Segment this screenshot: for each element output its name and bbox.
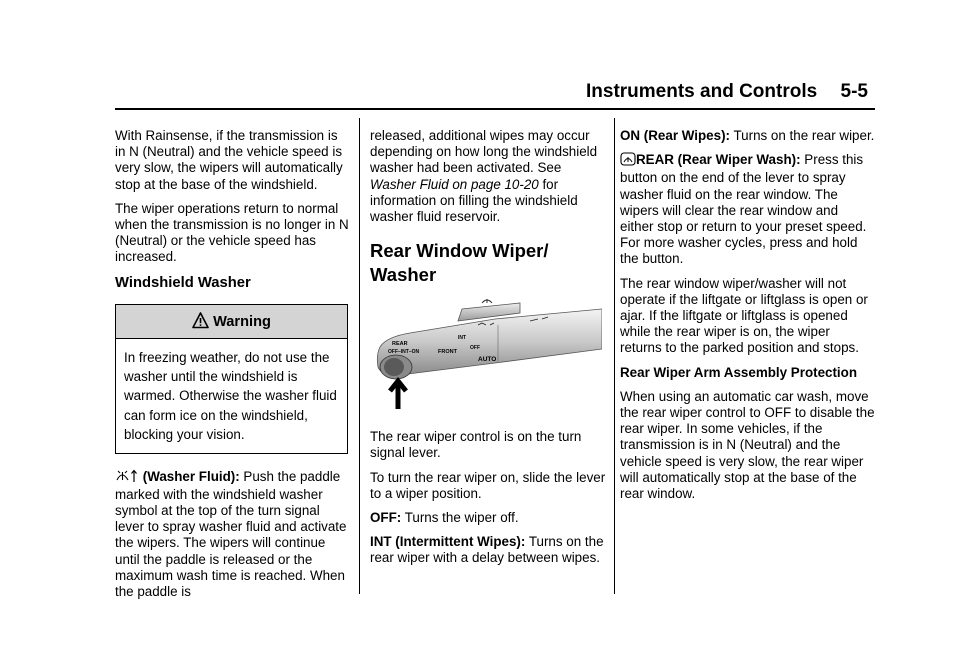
subheading: Rear Wiper Arm Assembly Protection (620, 364, 858, 380)
column-divider (359, 118, 360, 594)
page-header (586, 81, 876, 105)
lever-label-off-int-on: OFF–INT–ON (388, 349, 420, 356)
paragraph: To turn the rear wiper on, slide the lever to a wiper position. (370, 469, 606, 501)
paragraph: When using an automatic car wash, move the rear wiper control to OFF to disable the rear wiper. In some vehicles, if the transmission is in N (Neutral) and the vehicle speed is very slow, the rear wiper will automatically stop at the base of the rear window. (620, 388, 875, 502)
warning-text: In freezing weather, do not use the washer until the windshield is warmed. Otherwise the washer fluid can form ice on the windshield, blocking your vision. (124, 349, 337, 443)
warning-triangle-icon (192, 308, 209, 342)
term-text: Push the paddle marked with the windshield washer symbol at the top of the turn signal lever to spray washer fluid and activate the wipers. The wipers will continue until the paddle is released or the maximum wash time is reached. When the paddle is (115, 468, 347, 600)
paragraph: The rear wiper control is on the turn signal lever. (370, 429, 582, 461)
term-text: Turns on the rear wiper. (730, 128, 875, 143)
warning-title: Warning (213, 313, 271, 330)
paragraph (370, 534, 610, 566)
term-text: Turns on the rear wiper with a delay between wipes. (370, 534, 604, 566)
paragraph (115, 468, 350, 601)
section-heading: Rear Window Wiper/ Washer (370, 240, 549, 286)
lever-label-rear: REAR (392, 341, 408, 348)
washer-fluid-icon (115, 468, 139, 487)
paragraph: released, additional wipes may occur depending on how long the windshield washer had been activated. See Washer Fluid on page 10-20 for information on filling the windshield washer fluid reservoir. (370, 128, 598, 225)
term-text: Press this button on the end of the lever to spray washer fluid on the rear window. The wipers will clear the rear window and either stop or return to your preset speed. For more washer cycles, press and hold the button. (620, 152, 867, 267)
pointer-arrow-icon (390, 381, 406, 409)
cross-reference[interactable]: Washer Fluid on page 10-20 (370, 176, 539, 192)
turn-signal-lever-illustration (370, 297, 602, 421)
washer-symbol-icon (482, 299, 492, 303)
warning-header (116, 305, 347, 339)
paragraph: With Rainsense, if the transmission is in N (Neutral) and the vehicle speed is very slow, the wipers will automatically stop at the base of the windshield. (115, 128, 343, 192)
lever-label-int: INT (458, 335, 467, 342)
paragraph: The rear window wiper/washer will not operate if the liftgate or liftglass is open or ajar. If the liftgate or liftglass is opened while the rear wiper is on, the wiper returns to the parked position and stops. (620, 275, 868, 356)
rear-wash-icon (620, 152, 636, 170)
paragraph (620, 128, 875, 144)
warning-box (115, 304, 348, 454)
column-3 (620, 128, 875, 510)
section-title: Instruments and Controls (586, 81, 818, 102)
term-label: OFF: (370, 510, 402, 526)
term-label: REAR (Rear Wiper Wash): (636, 152, 801, 168)
paragraph (620, 152, 875, 267)
term-text: Turns the wiper off. (401, 510, 519, 526)
term-label: INT (Intermittent Wipes): (370, 534, 526, 550)
column-1 (115, 128, 350, 608)
column-divider (614, 118, 615, 594)
header-rule (115, 108, 875, 110)
paragraph: The wiper operations return to normal when the transmission is no longer in N (Neutral) or the vehicle speed has increased. (115, 200, 349, 265)
term-label: ON (Rear Wipes): (620, 128, 730, 143)
page-number: 5-5 (840, 81, 868, 102)
lever-label-auto: AUTO (478, 356, 497, 364)
column-2 (370, 128, 610, 575)
lever-label-off: OFF (470, 345, 480, 352)
section-heading: Windshield Washer (115, 274, 251, 291)
lever-label-front: FRONT (438, 349, 457, 356)
term-label: (Washer Fluid): (142, 468, 240, 484)
paragraph (370, 510, 610, 526)
